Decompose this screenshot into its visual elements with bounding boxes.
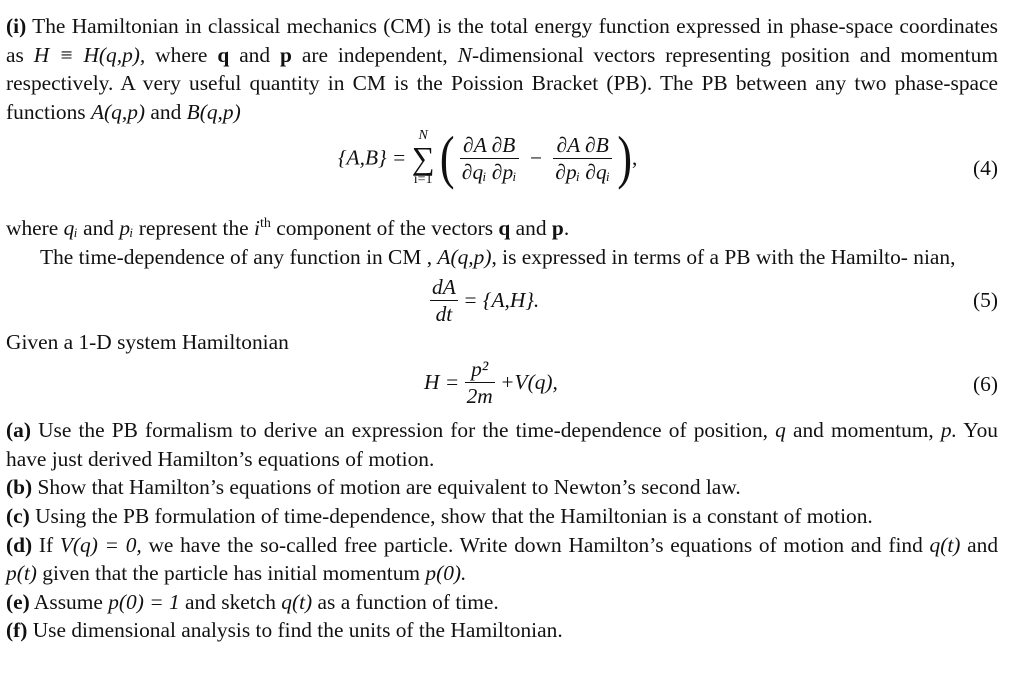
- equation-5-number: (5): [973, 287, 998, 312]
- where-text-3: represent the: [138, 216, 249, 241]
- part-d: [6, 531, 998, 588]
- time-dependence-paragraph: [6, 243, 998, 272]
- eq6-lhs: H =: [424, 370, 460, 395]
- given-line: Given a 1-D system Hamiltonian: [6, 329, 289, 354]
- equation-4-body: [338, 124, 638, 191]
- vector-q: q: [217, 42, 230, 67]
- part-e-text-3: as a function of time.: [317, 589, 499, 614]
- dimension-n: N: [457, 42, 472, 67]
- right-paren: ): [617, 124, 633, 191]
- where-text-1: where: [6, 216, 59, 241]
- equation-6-body: [424, 356, 558, 409]
- part-c-text: Using the PB formulation of time-dependence, show that the Hamiltonian is a constant of motion.: [35, 504, 873, 529]
- part-a-text: Use the PB formalism to derive an expression for the time-dependence of position,: [38, 418, 769, 443]
- part-e-p0: p(0) = 1: [108, 589, 180, 614]
- where-paragraph: [6, 210, 998, 243]
- part-d-qt: q(t): [929, 532, 961, 557]
- part-d-and: and: [967, 532, 999, 557]
- where-period: .: [563, 216, 570, 241]
- part-d-text-1: If: [38, 532, 54, 557]
- eq6-num: p²: [465, 356, 495, 383]
- part-e-text-1: Assume: [33, 589, 103, 614]
- eq6-rhs: +V(q),: [500, 370, 558, 395]
- eq4-term-2-den: ∂pᵢ ∂qᵢ: [555, 159, 611, 184]
- eq4-term-1: [460, 132, 519, 185]
- part-f-text: Use dimensional analysis to find the units of the Hamiltonian.: [32, 618, 563, 643]
- part-f-label: (f): [6, 618, 28, 643]
- eq5-num: dA: [432, 274, 456, 299]
- component-pi: pᵢ: [119, 216, 134, 241]
- part-e-label: (e): [6, 589, 30, 614]
- part-a-text-2: and momentum,: [792, 418, 934, 443]
- eq5-derivative: [430, 274, 458, 327]
- part-a-q: q: [775, 418, 786, 443]
- eq5-rhs: = {A,H}.: [463, 287, 540, 312]
- eq4-comma: ,: [632, 146, 638, 171]
- sum-lower-limit: i=1: [413, 172, 433, 188]
- where-text-2: and: [83, 216, 114, 241]
- vector-p: p: [280, 42, 292, 67]
- eq6-kinetic: [465, 356, 495, 409]
- hamiltonian-definition: H ≡ H(q,p),: [33, 42, 146, 67]
- eq4-term-2: [553, 132, 612, 185]
- part-d-pt: p(t): [6, 561, 37, 586]
- part-e-qt: q(t): [281, 589, 313, 614]
- superscript-th: th: [259, 216, 271, 232]
- intro-label: (i): [6, 14, 27, 38]
- part-d-text-3: given that the particle has initial momentum: [42, 561, 421, 586]
- part-d-p0: p(0).: [425, 561, 467, 586]
- eq5-den: dt: [435, 301, 453, 326]
- part-c: [6, 502, 998, 531]
- equation-6-number: (6): [973, 372, 998, 397]
- where-text-4: component of the vectors: [276, 216, 494, 241]
- eq4-term-1-den: ∂qᵢ ∂pᵢ: [461, 159, 517, 184]
- intro-text-5: -dimensional vectors representing position and momentum respectively. A very useful quantity in CM is the Poission Bracket (PB). The PB between any two phase-space functions: [6, 42, 998, 124]
- where-vector-p: p: [551, 216, 564, 241]
- where-text-5: and: [515, 216, 547, 241]
- intro-text-2: where: [155, 42, 208, 67]
- equation-5-body: [430, 274, 539, 327]
- part-f: [6, 616, 998, 645]
- time-dep-function-a: A(q,p): [437, 245, 492, 270]
- eq4-lhs: {A,B} =: [338, 146, 407, 171]
- part-e: [6, 588, 998, 617]
- part-a-text-3: You have just derived Hamilton’s equations of motion.: [6, 418, 998, 471]
- part-d-text-2: we have the so-called free particle. Write down Hamilton’s equations of motion and find: [148, 532, 923, 557]
- part-d-label: (d): [6, 532, 33, 557]
- problem-document: [6, 12, 998, 645]
- equation-4-number: (4): [973, 156, 998, 181]
- eq4-minus: −: [529, 146, 543, 171]
- function-b: B(q,p): [186, 99, 241, 124]
- eq4-term-1-num: ∂A ∂B: [460, 132, 519, 159]
- where-vector-q: q: [498, 216, 511, 241]
- part-a: [6, 416, 998, 473]
- intro-text-4: are independent,: [301, 42, 448, 67]
- summation-sign: N ∑ i=1: [411, 128, 435, 188]
- component-qi: qᵢ: [63, 216, 78, 241]
- eq4-term-2-num: ∂A ∂B: [553, 132, 612, 159]
- part-b: [6, 473, 998, 502]
- part-a-p: p.: [940, 418, 957, 443]
- index-i: i: [254, 216, 260, 241]
- equation-5: [6, 272, 998, 328]
- function-a: A(q,p): [90, 99, 146, 124]
- left-paren: (: [439, 124, 455, 191]
- equation-6: [6, 356, 998, 416]
- intro-text-1: The Hamiltonian in classical mechanics (CM) is the total energy function expressed in phase-space coordinates as: [6, 14, 999, 67]
- part-b-text: Show that Hamilton’s equations of motion are equivalent to Newton’s second law.: [37, 475, 741, 500]
- intro-and: and: [150, 99, 182, 124]
- eq6-den: 2m: [466, 384, 493, 409]
- sum-upper-limit: N: [418, 128, 428, 144]
- intro-paragraph: [6, 12, 998, 126]
- intro-text-3: and: [239, 42, 271, 67]
- time-dep-text-1: The time-dependence of any function in CM ,: [40, 245, 433, 270]
- part-d-potential: V(q) = 0,: [59, 532, 142, 557]
- part-b-label: (b): [6, 475, 33, 500]
- equation-4: [6, 126, 998, 210]
- time-dep-text-2: , is expressed in terms of a PB with the Hamilto- nian,: [491, 245, 956, 270]
- part-e-text-2: and sketch: [185, 589, 276, 614]
- part-c-label: (c): [6, 504, 30, 529]
- part-a-label: (a): [6, 418, 31, 443]
